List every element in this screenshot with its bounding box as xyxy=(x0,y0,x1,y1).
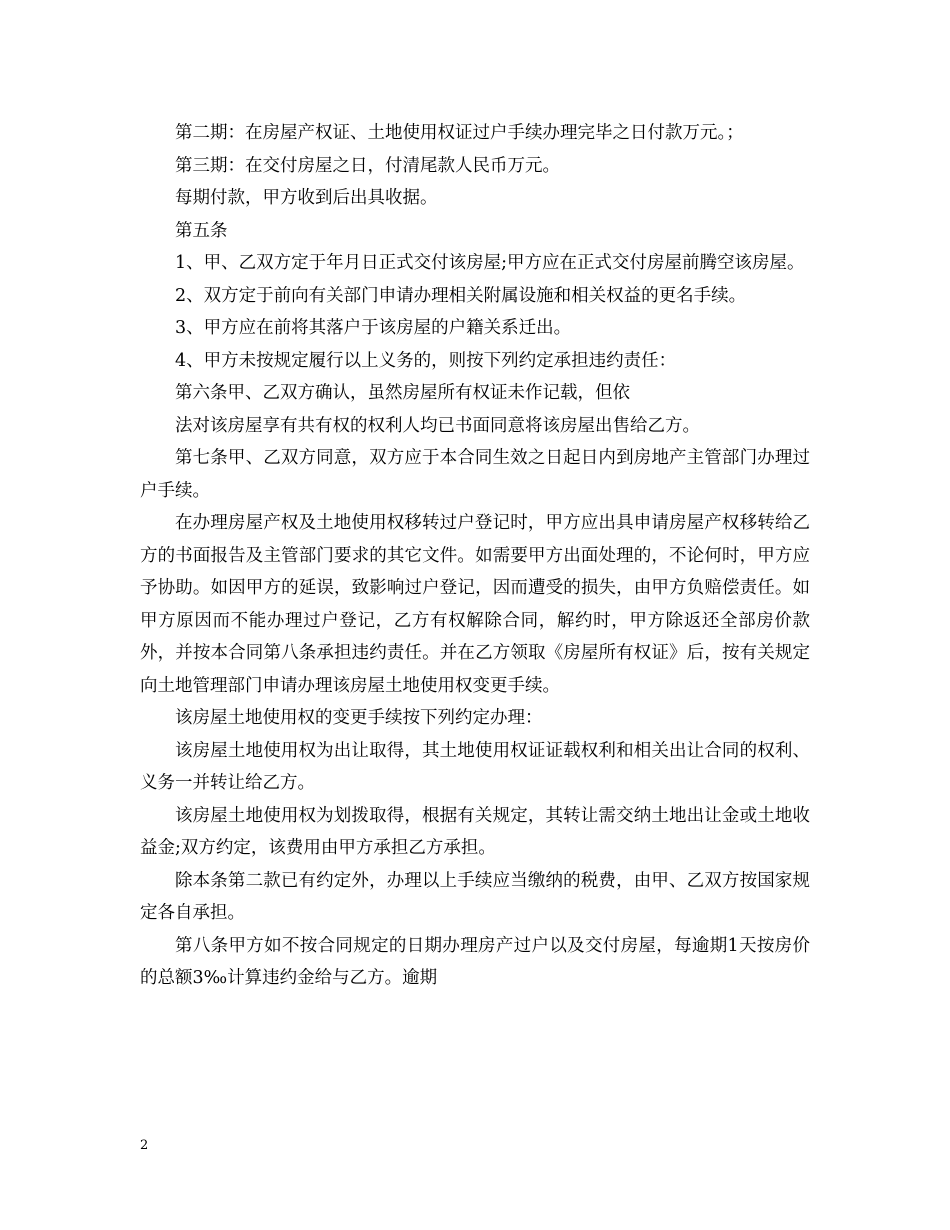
paragraph-12: 在办理房屋产权及土地使用权移转过户登记时，甲方应出具申请房屋产权移转给乙方的书面报告及主管部门要求的其它文件。如需要甲方出面处理的，不论何时，甲方应予协助。如因甲方的延误，致影响过户登记，因而遭受的损失，由甲方负赔偿责任。如甲方原因而不能办理过户登记，乙方有权解除合同，解约时，甲方除返还全部房价款外，并按本合同第八条承担违约责任。并在乙方领取《房屋所有权证》后，按有关规定向土地管理部门申请办理该房屋土地使用权变更手续。 xyxy=(140,513,810,696)
paragraph-15: 该房屋土地使用权为划拨取得，根据有关规定，其转让需交纳土地出让金或土地收益金;双方约定，该费用由甲方承担乙方承担。 xyxy=(140,805,810,858)
paragraph-3: 每期付款，甲方收到后出具收据。 xyxy=(175,188,438,208)
paragraph-13: 该房屋土地使用权的变更手续按下列约定办理： xyxy=(175,708,543,728)
paragraph-4: 第五条 xyxy=(175,220,228,241)
paragraph-5: 1、甲、乙双方定于年月日正式交付该房屋;甲方应在正式交付房屋前腾空该房屋。 xyxy=(175,253,805,273)
paragraph-17: 第八条甲方如不按合同规定的日期办理房产过户以及交付房屋，每逾期1天按房价的总额3‰计算违约金给与乙方。逾期 xyxy=(140,935,810,988)
paragraph-11: 第七条甲、乙双方同意，双方应于本合同生效之日起日内到房地产主管部门办理过户手续。 xyxy=(140,448,810,501)
document-body xyxy=(140,117,810,995)
paragraph-10: 法对该房屋享有共有权的权利人均已书面同意将该房屋出售给乙方。 xyxy=(175,415,700,436)
paragraph-2: 第三期：在交付房屋之日，付清尾款人民币万元。 xyxy=(175,155,560,176)
paragraph-8: 4、甲方未按规定履行以上义务的，则按下列约定承担违约责任： xyxy=(175,350,677,371)
paragraph-14: 该房屋土地使用权为出让取得，其土地使用权证证载权利和相关出让合同的权利、义务一并转让给乙方。 xyxy=(140,740,810,793)
paragraph-9: 第六条甲、乙双方确认，虽然房屋所有权证未作记载，但依 xyxy=(175,383,630,403)
page-number: 2 xyxy=(140,1138,149,1153)
paragraph-16: 除本条第二款已有约定外，办理以上手续应当缴纳的税费，由甲、乙双方按国家规定各自承担。 xyxy=(140,870,810,923)
paragraph-6: 2、双方定于前向有关部门申请办理相关附属设施和相关权益的更名手续。 xyxy=(175,285,747,306)
paragraph-7: 3、甲方应在前将其落户于该房屋的户籍关系迁出。 xyxy=(175,318,572,338)
paragraph-1: 第二期：在房屋产权证、土地使用权证过户手续办理完毕之日付款万元。； xyxy=(175,123,744,143)
